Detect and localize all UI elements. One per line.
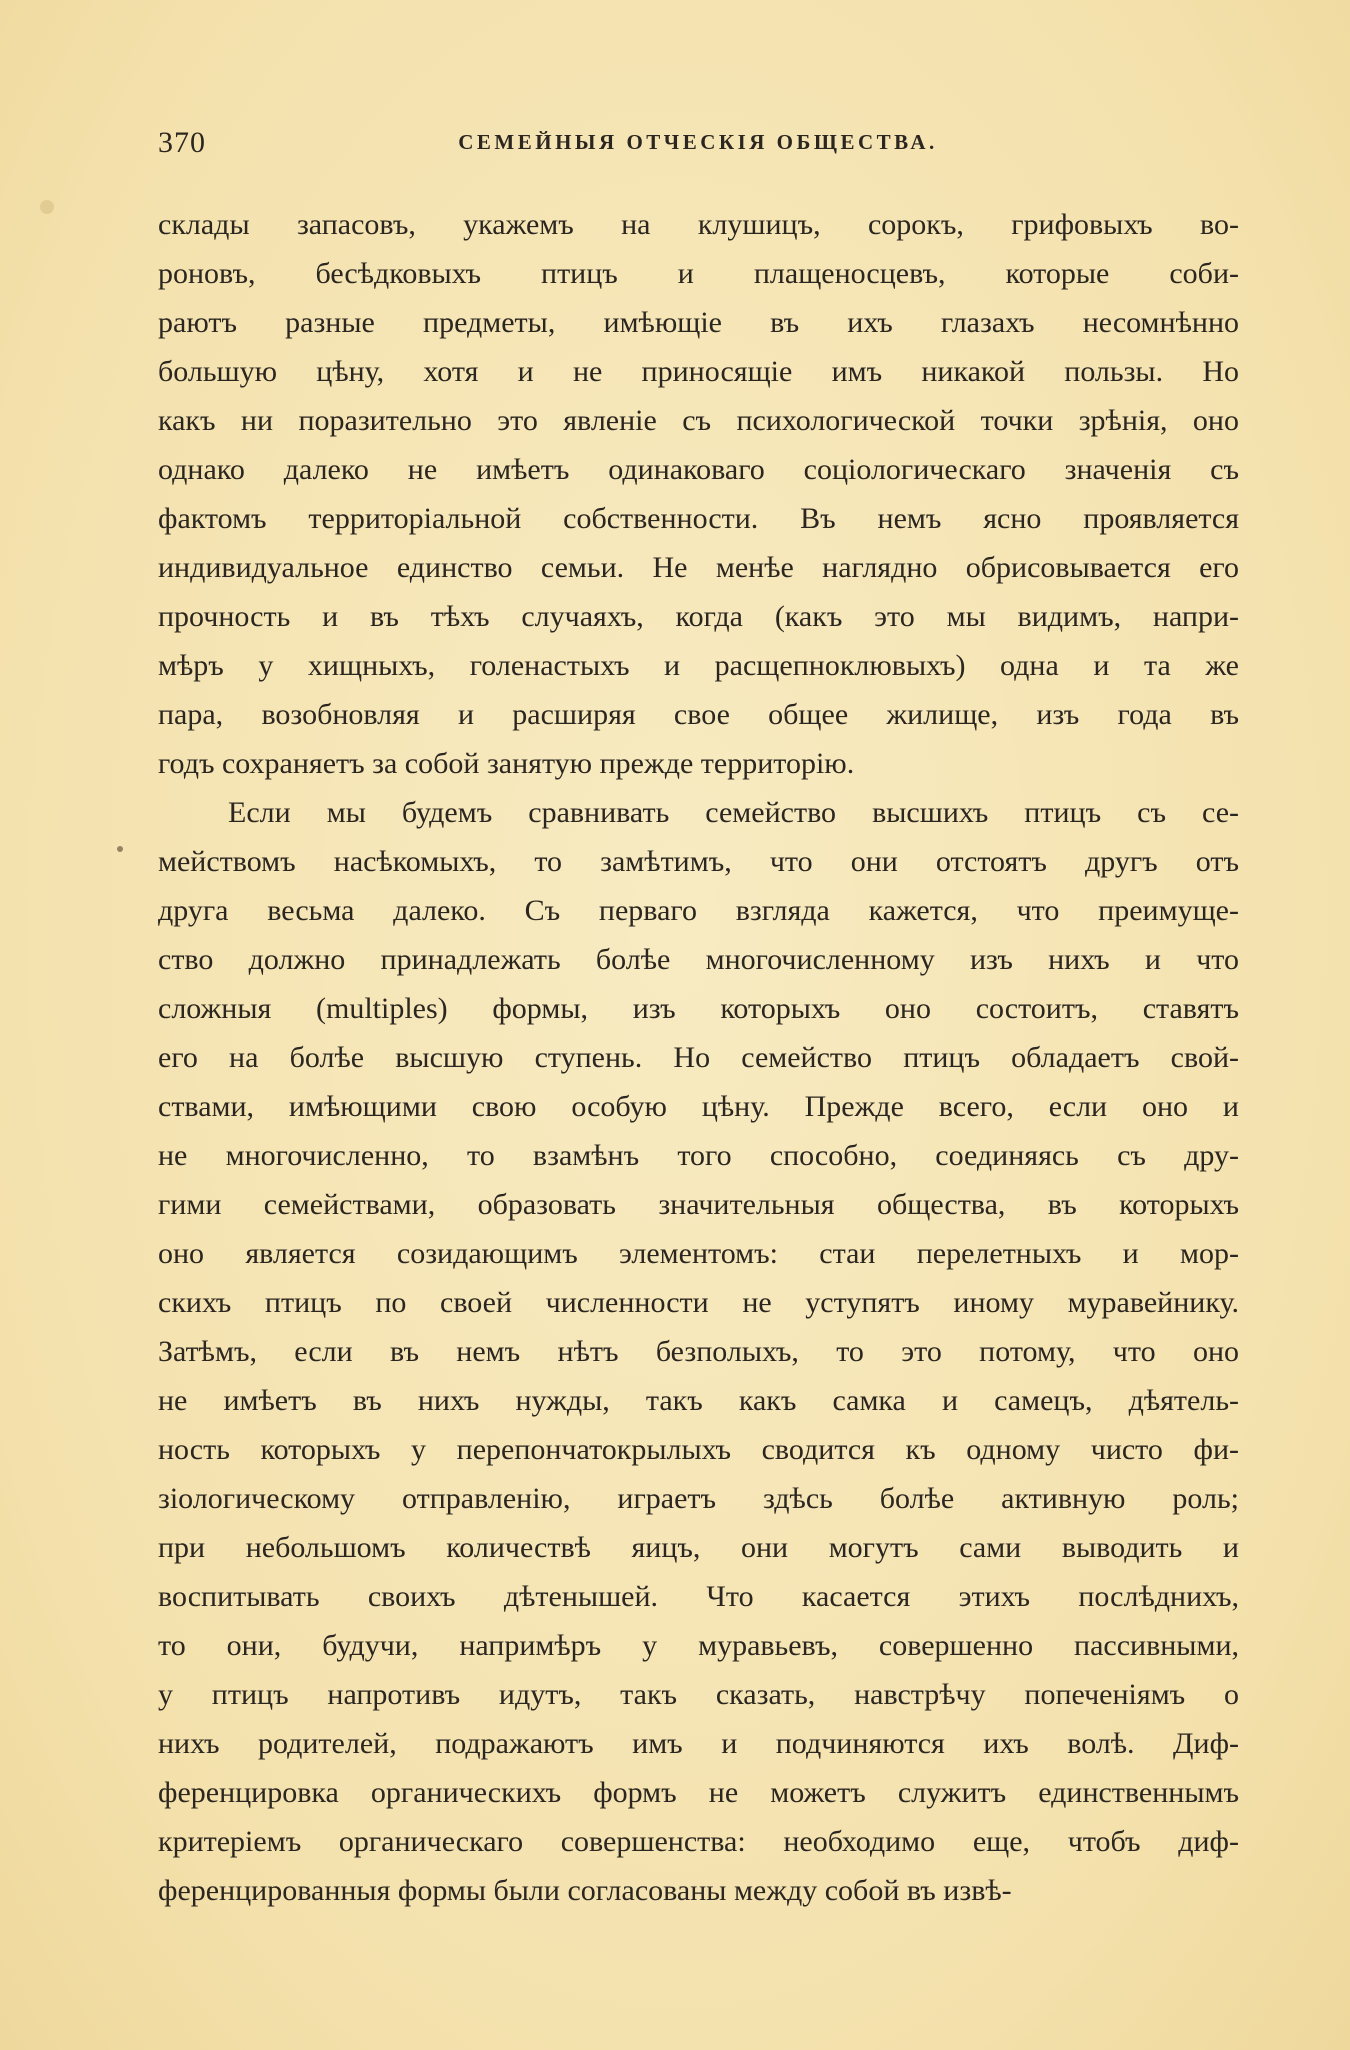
text-line: мействомъ насѣкомыхъ, то замѣтимъ, что они отстоятъ другъ отъ <box>158 845 1239 878</box>
text-line: скихъ птицъ по своей численности не уступятъ иному муравейнику. <box>158 1286 1239 1319</box>
text-line: мѣръ у хищныхъ, голенастыхъ и расщепноклювыхъ) одна и та же <box>158 649 1239 682</box>
text-line: индивидуальное единство семьи. Не менѣе наглядно обрисовывается его <box>158 551 1239 584</box>
text-line: какъ ни поразительно это явленіе съ психологической точки зрѣнія, оно <box>158 404 1239 437</box>
body-text <box>158 200 1239 1915</box>
paper-stain <box>40 200 54 214</box>
paragraph <box>158 200 1239 788</box>
text-line: ство должно принадлежать болѣе многочисленному изъ нихъ и что <box>158 943 1239 976</box>
text-line: зіологическому отправленію, играетъ здѣсь болѣе активную роль; <box>158 1482 1239 1515</box>
text-line: при небольшомъ количествѣ яицъ, они могутъ сами выводить и <box>158 1531 1239 1564</box>
text-line: не многочисленно, то взамѣнъ того способно, соединяясь съ дру- <box>158 1139 1239 1172</box>
text-line: Затѣмъ, если въ немъ нѣтъ безполыхъ, то это потому, что оно <box>158 1335 1239 1368</box>
text-line: однако далеко не имѣетъ одинаковаго соціологическаго значенія съ <box>158 453 1239 486</box>
text-line: годъ сохраняетъ за собой занятую прежде территорію. <box>158 747 855 780</box>
text-line: прочность и въ тѣхъ случаяхъ, когда (какъ это мы видимъ, напри- <box>158 600 1239 633</box>
text-line: критеріемъ органическаго совершенства: необходимо еще, чтобъ диф- <box>158 1825 1239 1858</box>
text-line: его на болѣе высшую ступень. Но семейство птицъ обладаетъ свой- <box>158 1041 1239 1074</box>
text-line: фактомъ территоріальной собственности. Въ немъ ясно проявляется <box>158 502 1239 535</box>
text-line: сложныя (multiples) формы, изъ которыхъ оно состоитъ, ставятъ <box>158 992 1239 1025</box>
text-line: раютъ разные предметы, имѣющіе въ ихъ глазахъ несомнѣнно <box>158 306 1239 339</box>
margin-dot <box>117 846 123 852</box>
text-line: ференцированныя формы были согласованы между собой въ извѣ- <box>158 1874 1012 1907</box>
text-line: гими семействами, образовать значительныя общества, въ которыхъ <box>158 1188 1239 1221</box>
running-title: СЕМЕЙНЫЯ ОТЧЕСКІЯ ОБЩЕСТВА. <box>458 130 938 154</box>
paragraph <box>158 788 1239 1915</box>
text-line: ференцировка органическихъ формъ не можетъ служитъ единственнымъ <box>158 1776 1239 1809</box>
text-line: воспитывать своихъ дѣтенышей. Что касается этихъ послѣднихъ, <box>158 1580 1239 1613</box>
text-line: пара, возобновляя и расширяя свое общее жилище, изъ года въ <box>158 698 1239 731</box>
text-line: друга весьма далеко. Съ перваго взгляда кажется, что преимуще- <box>158 894 1239 927</box>
text-line: оно является созидающимъ элементомъ: стаи перелетныхъ и мор- <box>158 1237 1239 1270</box>
text-line: роновъ, бесѣдковыхъ птицъ и плащеносцевъ, которые соби- <box>158 257 1239 290</box>
page-number: 370 <box>158 126 206 159</box>
text-line: Если мы будемъ сравнивать семейство высшихъ птицъ съ се- <box>228 796 1239 829</box>
text-line: ствами, имѣющими свою особую цѣну. Прежде всего, если оно и <box>158 1090 1239 1123</box>
text-line: ность которыхъ у перепончатокрылыхъ сводится къ одному чисто фи- <box>158 1433 1239 1466</box>
text-line: большую цѣну, хотя и не приносящіе имъ никакой пользы. Но <box>158 355 1239 388</box>
text-line: не имѣетъ въ нихъ нужды, такъ какъ самка и самецъ, дѣятель- <box>158 1384 1239 1417</box>
page-header <box>158 126 1238 166</box>
text-line: склады запасовъ, укажемъ на клушицъ, сорокъ, грифовыхъ во- <box>158 208 1239 241</box>
text-line: то они, будучи, напримѣръ у муравьевъ, совершенно пассивными, <box>158 1629 1239 1662</box>
text-line: у птицъ напротивъ идутъ, такъ сказать, навстрѣчу попеченіямъ о <box>158 1678 1239 1711</box>
text-line: нихъ родителей, подражаютъ имъ и подчиняются ихъ волѣ. Диф- <box>158 1727 1239 1760</box>
